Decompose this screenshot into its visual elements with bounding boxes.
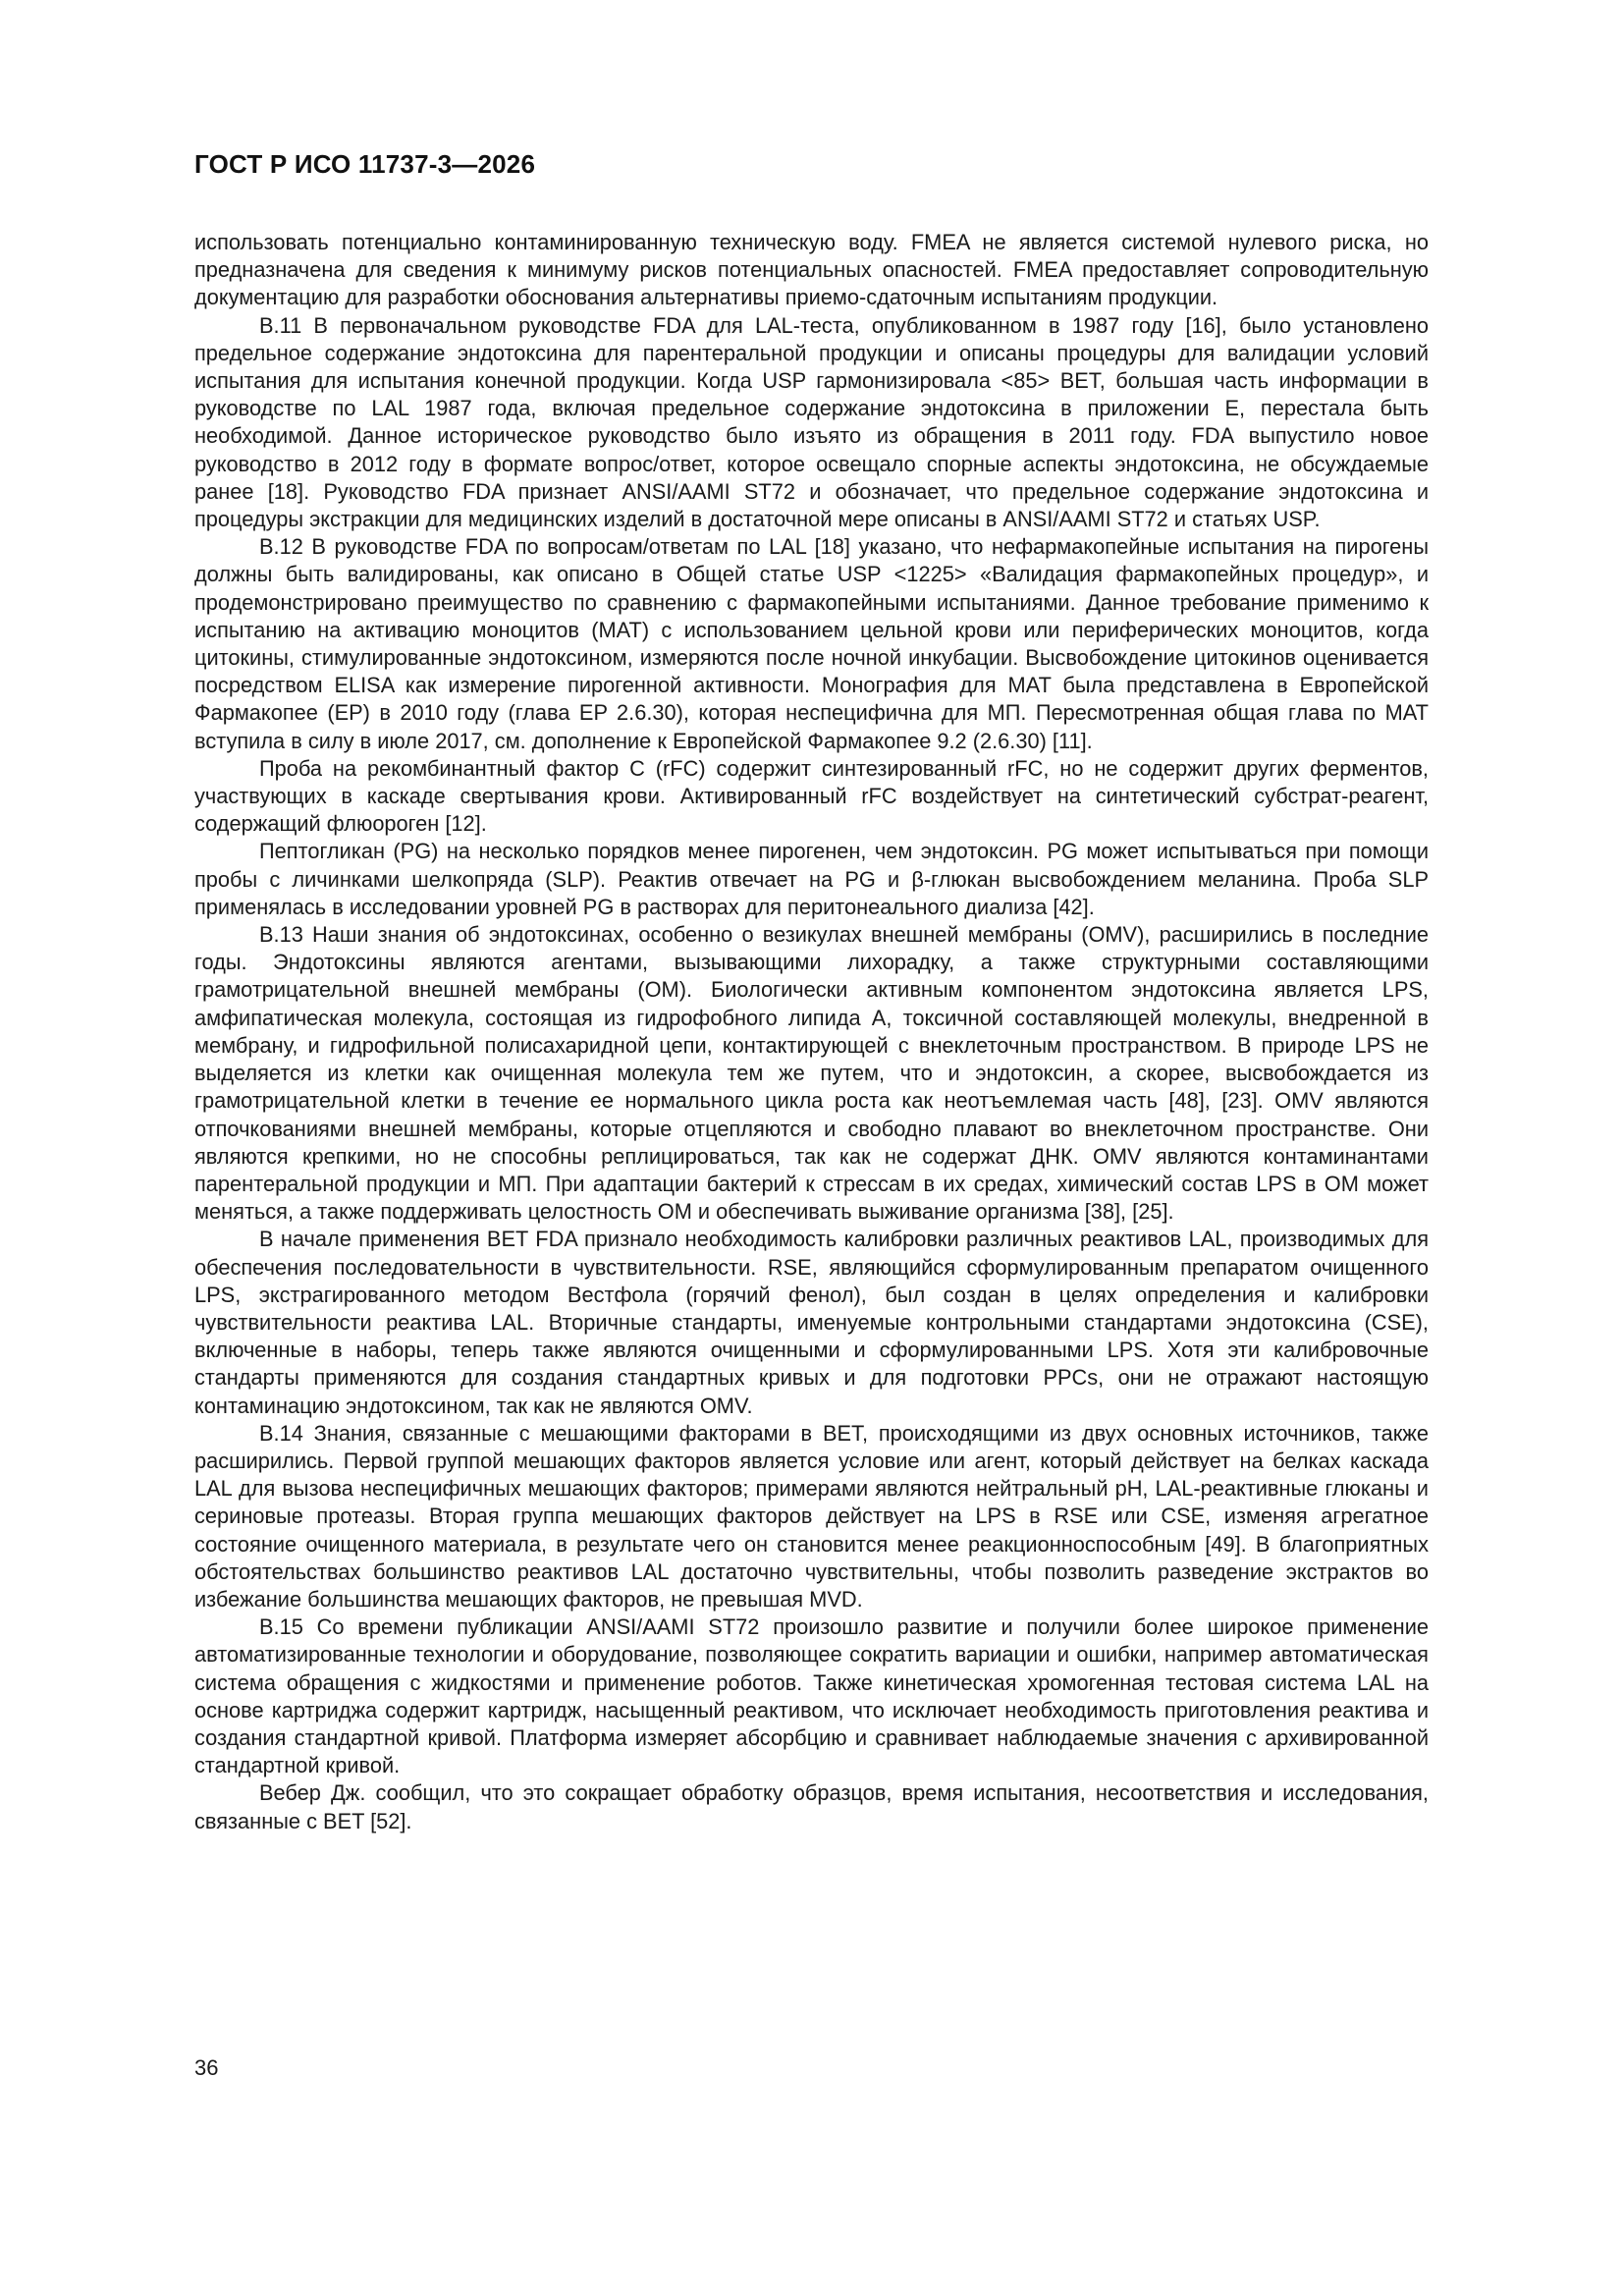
paragraph-b12: В.12 В руководстве FDA по вопросам/ответам по LAL [18] указано, что нефармакопейные испытания на пирогены должны быть валидированы, как описано в Общей статье USP <1225> «Валидация фармакопейных процедур», и продемонстрировано преимущество по сравнению с фармакопейными испытаниями. Данное требование применимо к испытанию на активацию моноцитов (MAT) с использованием цельной крови или периферических моноцитов, когда цитокины, стимулированные эндотоксином, измеряются после ночной инкубации. Высвобождение цитокинов оценивается посредством ELISA как измерение пирогенной активности. Монография для MAT была представлена в Европейской Фармакопее (EP) в 2010 году (глава EP 2.6.30), которая неспецифична для МП. Пересмотренная общая глава по MAT вступила в силу в июле 2017, см. дополнение к Европейской Фармакопее 9.2 (2.6.30) [11].: [194, 534, 1429, 753]
paragraph-calibration: В начале применения BET FDA признало необходимость калибровки различных реактивов LAL, производимых для обеспечения последовательности в чувствительности. RSE, являющийся сформулированным препаратом очищенного LPS, экстрагированного методом Вестфола (горячий фенол), был создан в целях определения и калибровки чувствительности реактива LAL. Вторичные стандарты, именуемые контрольными стандартами эндотоксина (CSE), включенные в наборы, теперь также являются очищенными и сформулированными LPS. Хотя эти калибровочные стандарты применяются для создания стандартных кривых и для подготовки PPCs, они не отражают настоящую контаминацию эндотоксином, так как не являются OMV.: [194, 1227, 1429, 1418]
paragraph-b14: В.14 Знания, связанные с мешающими факторами в BET, происходящими из двух основных источников, также расширились. Первой группой мешающих факторов является условие или агент, который действует на белках каскада LAL для вызова неспецифичных мешающих факторов; примерами являются нейтральный pH, LAL-реактивные глюканы и сериновые протеазы. Вторая группа мешающих факторов действует на LPS в RSE или CSE, изменяя агрегатное состояние очищенного материала, в результате чего он становится менее реакционноспособным [49]. В благоприятных обстоятельствах большинство реактивов LAL достаточно чувствительны, чтобы позволить разведение экстрактов во избежание большинства мешающих факторов, не превышая MVD.: [194, 1420, 1429, 1612]
paragraph-b13: В.13 Наши знания об эндотоксинах, особенно о везикулах внешней мембраны (OMV), расширились в последние годы. Эндотоксины являются агентами, вызывающими лихорадку, а также структурными составляющими грамотрицательной внешней мембраны (OM). Биологически активным компонентом эндотоксина является LPS, амфипатическая молекула, состоящая из гидрофобного липида А, токсичной составляющей молекулы, внедренной в мембрану, и гидрофильной полисахаридной цепи, контактирующей с внеклеточным пространством. В природе LPS не выделяется из клетки как очищенная молекула тем же путем, что и эндотоксин, а скорее, высвобождается из грамотрицательной клетки в течение ее нормального цикла роста как неотъемлемая часть [48], [23]. OMV являются отпочкованиями внешней мембраны, которые отцепляются и свободно плавают во внеклеточном пространстве. Они являются крепкими, но не способны реплицироваться, так как не содержат ДНК. OMV являются контаминантами парентеральной продукции и МП. При адаптации бактерий к стрессам в их средах, химический состав LPS в OM может меняться, а также поддерживать целостность OM и обеспечивать выживание организма [38], [25].: [194, 922, 1429, 1225]
paragraph-continued: использовать потенциально контаминированную техническую воду. FMEA не является системой нулевого риска, но предназначена для сведения к минимуму рисков потенциальных опасностей. FMEA предоставляет сопроводительную документацию для разработки обоснования альтернативы приемо-сдаточным испытаниям продукции.: [194, 230, 1429, 310]
page-number: 36: [194, 2055, 219, 2080]
paragraph-peptidoglycan: Пептогликан (PG) на несколько порядков менее пирогенен, чем эндотоксин. PG может испытываться при помощи пробы с личинками шелкопряда (SLP). Реактив отвечает на PG и β-глюкан высвобождением меланина. Проба SLP применялась в исследовании уровней PG в растворах для перитонеального диализа [42].: [194, 839, 1429, 919]
standard-designation: ГОСТ Р ИСО 11737-3—2026: [194, 149, 536, 179]
paragraph-b11: В.11 В первоначальном руководстве FDA для LAL-теста, опубликованном в 1987 году [16], было установлено предельное содержание эндотоксина для парентеральной продукции и описаны процедуры для валидации условий испытания для испытания конечной продукции. Когда USP гармонизировала <85> BET, большая часть информации в руководстве по LAL 1987 года, включая предельное содержание эндотоксина в приложении Е, перестала быть необходимой. Данное историческое руководство было изъято из обращения в 2011 году. FDA выпустило новое руководство в 2012 году в формате вопрос/ответ, которое освещало спорные аспекты эндотоксина, не обсуждаемые ранее [18]. Руководство FDA признает ANSI/AAMI ST72 и обозначает, что предельное содержание эндотоксина и процедуры экстракции для медицинских изделий в достаточной мере описаны в ANSI/AAMI ST72 и статьях USP.: [194, 312, 1429, 532]
paragraph-weber: Вебер Дж. сообщил, что это сокращает обработку образцов, время испытания, несоответствия и исследования, связанные с BET [52].: [194, 1780, 1429, 1833]
paragraph-b15: В.15 Со времени публикации ANSI/AAMI ST72 произошло развитие и получили более широкое применение автоматизированные технологии и оборудование, позволяющее сократить вариации и ошибки, например автоматическая система обращения с жидкостями и применение роботов. Также кинетическая хромогенная тестовая система LAL на основе картриджа содержит картридж, насыщенный реактивом, что исключает необходимость приготовления реактива и создания стандартной кривой. Платформа измеряет абсорбцию и сравнивает наблюдаемые значения с архивированной стандартной кривой.: [194, 1614, 1429, 1778]
document-body: [194, 229, 1429, 1835]
paragraph-rfc: Проба на рекомбинантный фактор С (rFC) содержит синтезированный rFC, но не содержит других ферментов, участвующих в каскаде свертывания крови. Активированный rFC воздействует на синтетический субстрат-реагент, содержащий флюороген [12].: [194, 755, 1429, 837]
